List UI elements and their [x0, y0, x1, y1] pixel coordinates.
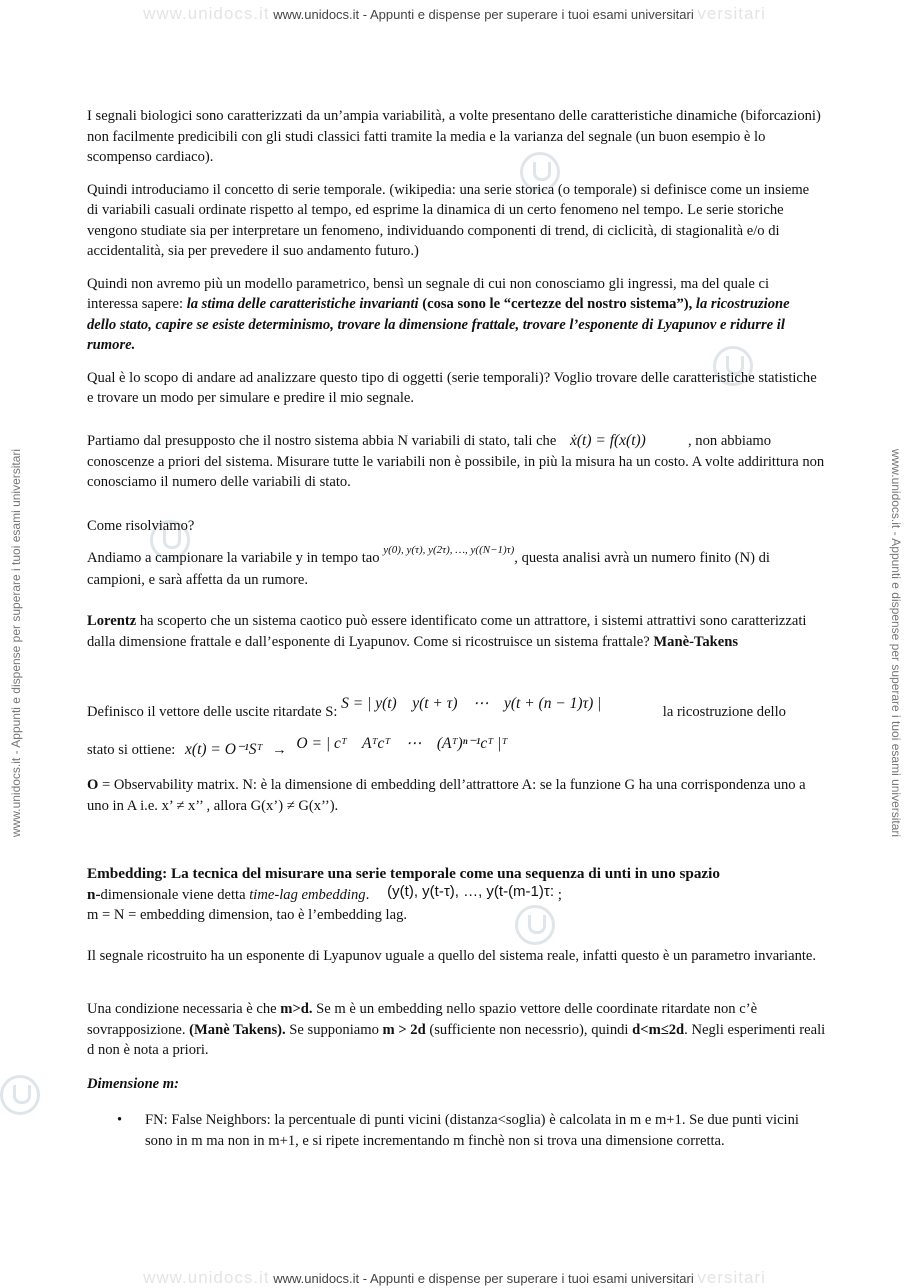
watermark-header [0, 4, 909, 24]
term-embedding: Embedding: [87, 865, 168, 882]
paragraph: Il segnale ricostruito ha un esponente di Lyapunov uguale a quello del sistema reale, infatti questo è un parametro invariante. [87, 948, 817, 964]
watermark-ghost-left: www.unidocs.it [143, 4, 270, 23]
symbol-o: O [87, 777, 99, 793]
paragraph: Quindi non avremo più un modello parametrico, bensì un segnale di cui non conosciamo gli ingressi, ma del quale ci interessa sapere: la stima delle caratteristiche invarianti (cosa sono le “certezze del nostro sistema”), la ricostruzione dello stato, capire se esiste determinismo, trovare la dimensione frattale, trovare l’esponente di Lyapunov e ridurre il rumore. [87, 275, 790, 353]
watermark-ghost-left: www.unidocs.it [143, 1268, 270, 1287]
arrow-icon: → [272, 742, 287, 758]
watermark-side-text: www.unidocs.it - Appunti e dispense per superare i tuoi esami universitari [889, 448, 903, 838]
paragraph-state-reconstruction: stato si ottiene: x(t) = O⁻¹Sᵀ → O = | cᵀ Aᵀcᵀ ⋯ (Aᵀ)ⁿ⁻¹cᵀ |ᵀ [87, 735, 508, 758]
bullet-list [87, 1110, 822, 1151]
watermark-side-right [884, 0, 908, 1286]
emphasis: la stima delle caratteristiche invarianti [186, 296, 419, 312]
watermark-ghost-right: versitari [697, 4, 766, 23]
paragraph-condition: Una condizione necessaria è che m>d. Se m è un embedding nello spazio vettore delle coordinate ritardate non c’è sovrapposizione. (Manè Takens). Se supponiamo m > 2d (sufficiente non necessrio), quindi d<m≤2d. Negli esperimenti reali d non è nota a priori. [87, 1001, 826, 1058]
watermark-header-text: www.unidocs.it - Appunti e dispense per superare i tuoi esami universitari [273, 7, 694, 22]
watermark-side-text: www.unidocs.it - Appunti e dispense per superare i tuoi esami universitari [9, 448, 23, 838]
paragraph: Come risolviamo? [87, 518, 195, 534]
watermark-footer-text: www.unidocs.it - Appunti e dispense per superare i tuoi esami universitari [273, 1271, 694, 1286]
paragraph: Quindi introduciamo il concetto di serie temporale. (wikipedia: una serie storica (o temporale) si definisce come un insieme di variabili casuali ordinate rispetto al tempo, ed esprime la dinamica di un certo fenomeno nel tempo. Le serie storiche vengono studiate sia per interpretare un fenomeno, individuando componenti di trend, di ciclicità, di stagionalità e/o di accidentalità, sia per prevedere il suo andamento futuro.) [87, 181, 810, 259]
equation-embedding: (y(t), y(t-τ), …, y(t-(m-1)τ: [387, 882, 554, 900]
paragraph-lorentz: Lorentz ha scoperto che un sistema caotico può essere identificato come un attrattore, i sistemi attrattivi sono caratterizzati dalla dimensione frattale e dall’esponente di Lyapunov. Come si ricostruisce un sistema frattale? Manè-Takens [87, 613, 807, 650]
section-heading [87, 1074, 827, 1095]
unidocs-logo-icon [0, 1075, 40, 1115]
theorem-name: Manè-Takens [653, 633, 739, 650]
paragraph: Qual è lo scopo di andare ad analizzare questo tipo di oggetti (serie temporali)? Voglio trovare delle caratteristiche statistiche e trovare un modo per simulare e predire il mio segnale. [87, 369, 817, 406]
heading-dimension-m: Dimensione m: [87, 1076, 180, 1092]
paragraph: I segnali biologici sono caratterizzati da un’ampia variabilità, a volte presentano delle caratteristiche dinamiche (biforcazioni) non facilmente predicibili con gli studi classici fatti tramite la media e la varianza del segnale (un buon esempio è lo scompenso cardiaco). [87, 108, 821, 165]
equation-ode: ẋ(t) = f(x(t)) [569, 432, 646, 449]
emphasis: la ricostruzione dello stato, capire se esiste determinismo, trovare la dimensione frattale, trovare l’esponente di Lyapunov e ridurre il rumore. [87, 296, 790, 353]
equation-state: x(t) = O⁻¹Sᵀ [185, 741, 263, 758]
emphasis: (cosa sono le “certezze del nostro sistema”), [418, 296, 696, 312]
equation-samples: y(0), y(τ), y(2τ), …, y((N−1)τ) [383, 544, 515, 556]
list-item: • FN: False Neighbors: la percentuale di punti vicini (distanza<soglia) è calcolata in m e m+1. Se due punti vicini sono in m ma non in m+1, e si ripete incrementando m finchè non si trova una dimensione corretta. [87, 1110, 822, 1151]
watermark-footer [0, 1268, 909, 1288]
equation-observability: O = | cᵀ Aᵀcᵀ ⋯ (Aᵀ)ⁿ⁻¹cᵀ |ᵀ [296, 735, 508, 752]
author-name: Lorentz [87, 613, 137, 629]
paragraph-embedding: Embedding: La tecnica del misurare una serie temporale come una sequenza di unti in uno spazio n-dimensionale viene detta time-lag embedding. (y(t), y(t-τ), …, y(t-(m-1)τ: ; m = N = embedding dimension, tao è l’embedding lag. [87, 865, 720, 923]
equation-delay-vector: S = | y(t) y(t + τ) ⋯ y(t + (n − 1)τ) | [341, 695, 602, 712]
paragraph-state-variables: Partiamo dal presupposto che il nostro sistema abbia N variabili di stato, tali che ẋ(t) = f(x(t)) , non abbiamo conoscenze a priori del sistema. Misurare tutte le variabili non è possibile, in più la misura ha un costo. A volte addirittura non conosciamo il numero delle variabili di stato. [87, 432, 825, 490]
paragraph-sampling: Andiamo a campionare la variabile y in tempo tao $^{y(0), y(\tau), y(2\tau), \dots, y((N-1)\tau)}$, questa analisi avrà un numero finito (N) di campioni, e sarà affetta da un rumore. [87, 544, 770, 588]
document-body [87, 106, 822, 421]
watermark-ghost-right: versitari [697, 1268, 766, 1287]
paragraph-observability: O = Observability matrix. N: è la dimensione di embedding dell’attrattore A: se la funzione G ha una corrispondenza uno a uno in A i.e. x’ ≠ x’’ , allora G(x’) ≠ G(x’’). [87, 777, 806, 814]
paragraph-delay-vector: Definisco il vettore delle uscite ritardate S: S = | y(t) y(t + τ) ⋯ y(t + (n − 1)τ) | la ricostruzione dello [87, 695, 786, 720]
